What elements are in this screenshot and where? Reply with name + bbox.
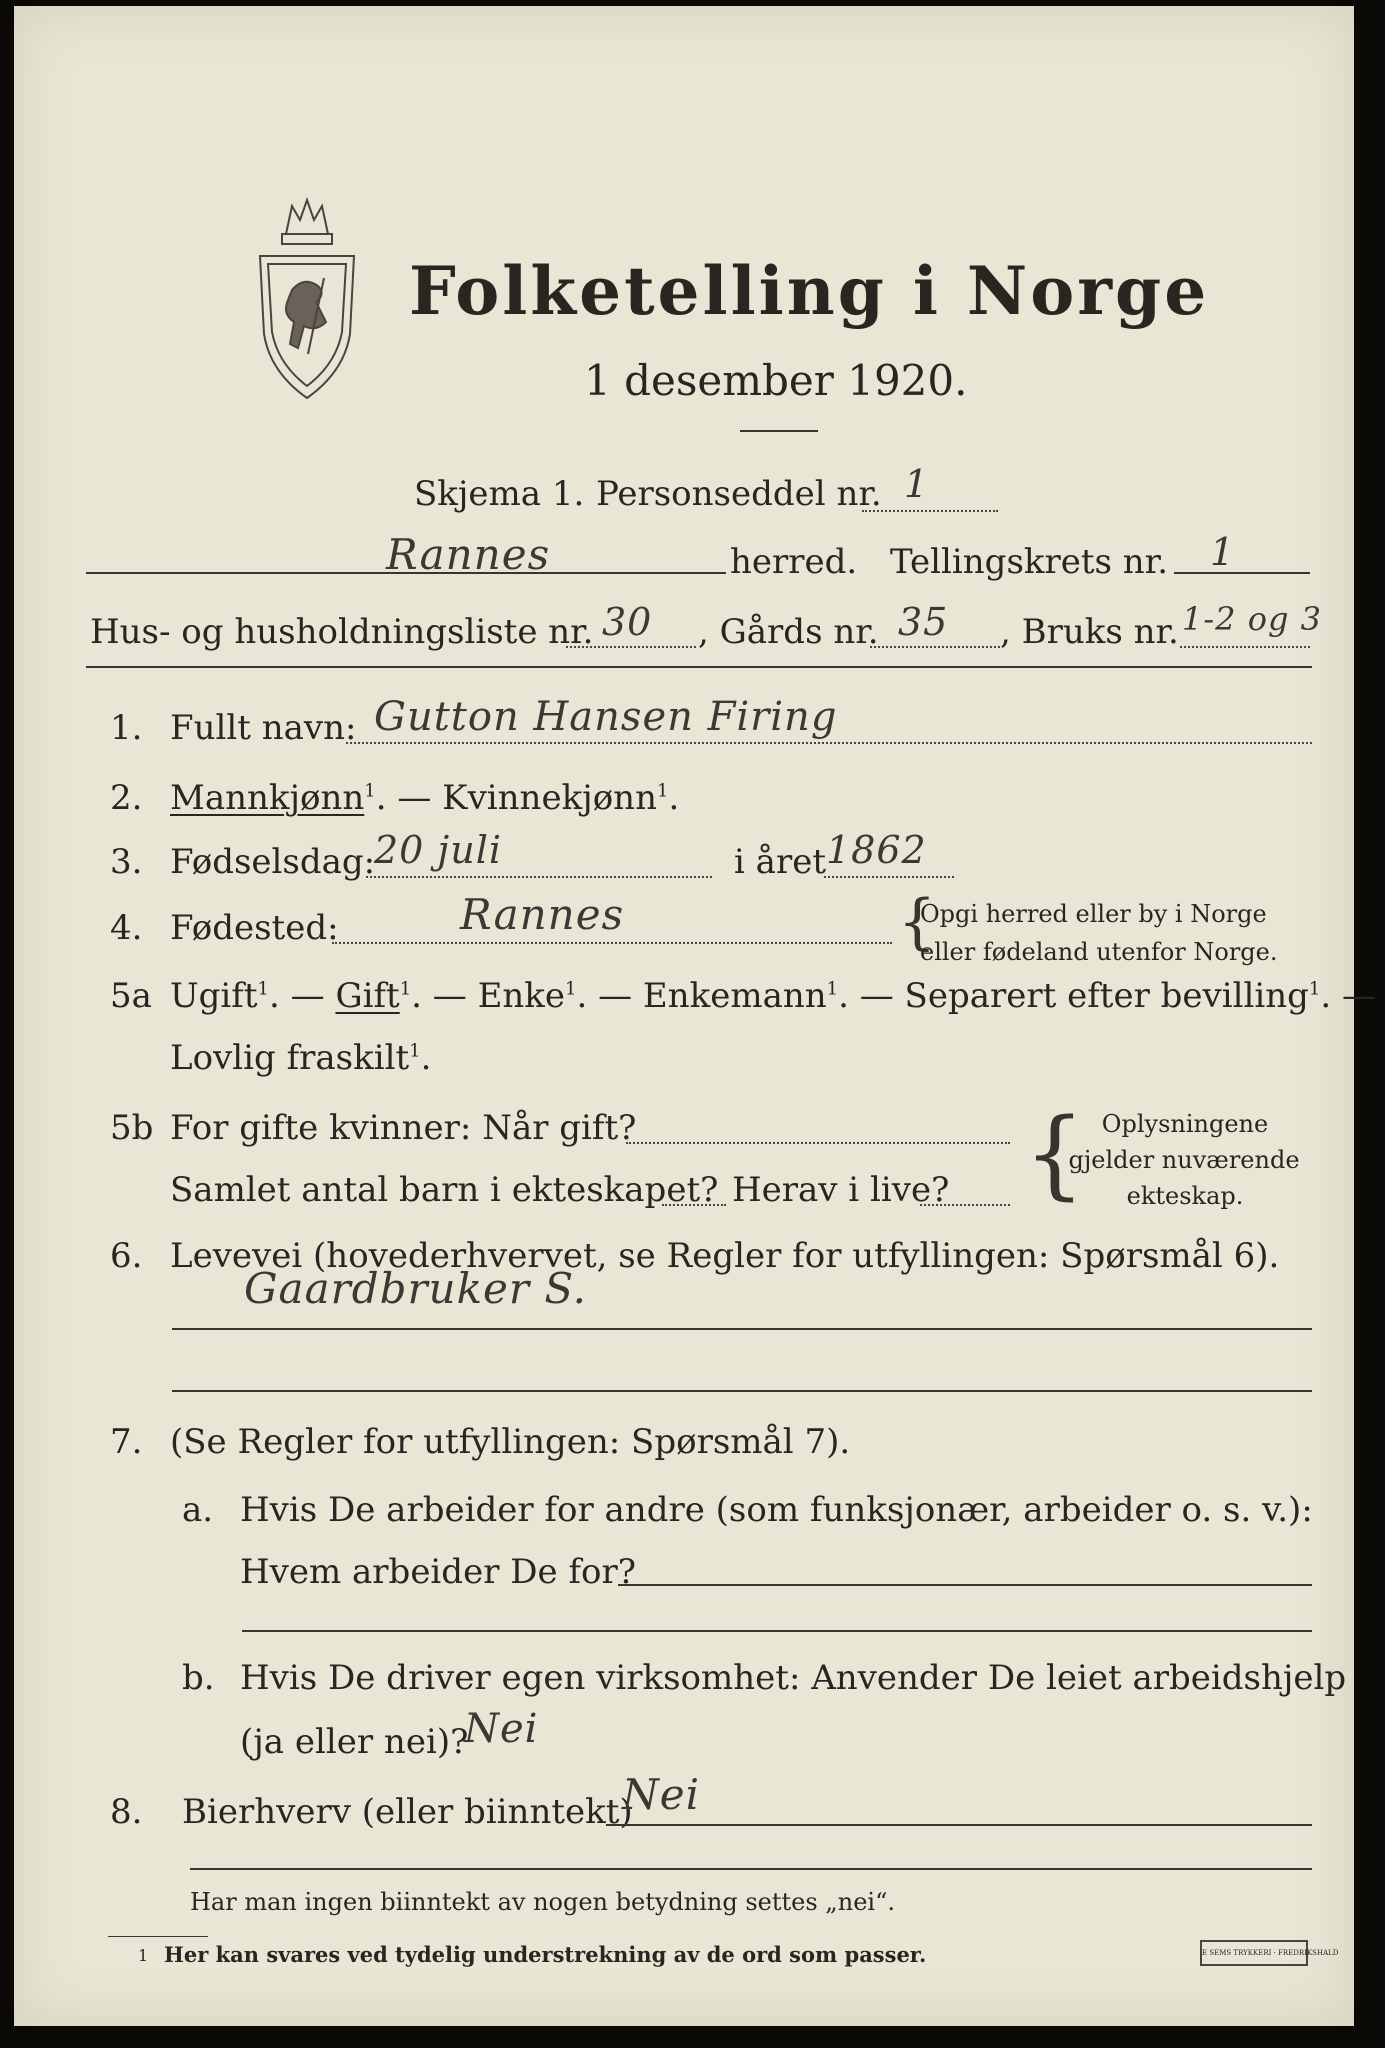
herred-label: herred. (730, 542, 858, 582)
q5a-options: Ugift$^1$. — Gift$^1$. — Enke$^1$. — Enkemann$^1$. — Separert efter bevilling$^1$. — (170, 976, 1376, 1016)
coat-of-arms-icon (246, 194, 368, 404)
footer-note: Har man ingen biinntekt av nogen betydning settes „nei“. (190, 1888, 895, 1916)
q7b-line-2: (ja eller nei)? (240, 1722, 469, 1762)
q6-label: Levevei (hovederhvervet, se Regler for utfyllingen: Spørsmål 6). (170, 1236, 1280, 1276)
footnote-text: Her kan svares ved tydelig understrekning av de ord som passer. (164, 1942, 927, 1967)
footnote-mark: 1 (138, 1946, 149, 1965)
footnote-rule (108, 1936, 208, 1937)
q5a-line-2: Lovlig fraskilt$^1$. (170, 1038, 432, 1078)
q3-year-line (824, 876, 954, 878)
gards-label: , Gårds nr. (698, 612, 879, 652)
q3-year-label: i året (734, 842, 826, 882)
q7a-letter: a. (182, 1490, 214, 1530)
q7a-line-extra (242, 1630, 1312, 1632)
tellingskrets-line (1174, 572, 1310, 574)
q5a-gift-option: Gift (335, 976, 400, 1016)
q5b-line-1: For gifte kvinner: Når gift? (170, 1108, 637, 1148)
q3-line (366, 876, 712, 878)
q5b-brace: { (1024, 1098, 1086, 1210)
q6-line-2 (172, 1390, 1312, 1392)
q4-label: Fødested: (170, 908, 339, 948)
q7-number: 7. (110, 1422, 143, 1462)
personseddel-line (862, 510, 998, 512)
q3-number: 3. (110, 842, 143, 882)
header-divider (86, 666, 1312, 668)
q7b-value: Nei (464, 1706, 539, 1752)
census-date: 1 desember 1920. (584, 356, 968, 405)
q3-label: Fødselsdag: (170, 842, 376, 882)
hus-label: Hus- og husholdningsliste nr. (90, 612, 594, 652)
q8-label: Bierhverv (eller biinntekt) (182, 1792, 633, 1832)
bruks-line (1180, 646, 1310, 648)
q5b-note-2: gjelder nuværende (1068, 1146, 1300, 1174)
q6-number: 6. (110, 1236, 143, 1276)
q1-label: Fullt navn: (170, 708, 357, 748)
q2-options: Mannkjønn$^1$. — Kvinnekjønn$^1$. (170, 778, 680, 818)
q5b-line-2a: Samlet antal barn i ekteskapet? (170, 1170, 719, 1210)
q5b-number: 5b (110, 1108, 154, 1148)
q8-line (606, 1824, 1312, 1826)
q8-value: Nei (622, 1770, 701, 1819)
q8-line-extra (190, 1868, 1312, 1870)
bruks-value: 1-2 og 3 (1182, 600, 1322, 638)
q6-value: Gaardbruker S. (244, 1264, 587, 1313)
personseddel-value: 1 (904, 462, 930, 506)
q7a-employer-line (618, 1584, 1312, 1586)
q1-number: 1. (110, 708, 143, 748)
gards-value: 35 (898, 600, 949, 644)
title-divider (740, 430, 818, 432)
printer-stamp: E SEMS TRYKKERI · FREDRIKSHALD (1200, 1940, 1308, 1966)
q5b-line-2b: Herav i live? (732, 1170, 950, 1210)
q4-note-1: Opgi herred eller by i Norge (920, 900, 1267, 928)
herred-value: Rannes (386, 530, 551, 579)
q3-year-value: 1862 (826, 828, 927, 872)
q3-value: 20 juli (374, 828, 502, 872)
q8-number: 8. (110, 1792, 143, 1832)
personseddel-label: Personseddel nr. (596, 474, 882, 514)
q4-line (332, 942, 892, 944)
q6-line-1 (172, 1328, 1312, 1330)
q1-value: Gutton Hansen Firing (374, 694, 838, 740)
q1-line (346, 742, 1312, 744)
q4-value: Rannes (460, 890, 625, 939)
q5a-number: 5a (110, 976, 152, 1016)
census-form-sheet (14, 6, 1376, 2026)
q4-brace: { (898, 887, 937, 957)
q5b-note-1: Oplysningene (1101, 1110, 1269, 1138)
q5b-alive-line (920, 1204, 1010, 1206)
q7a-line-2: Hvem arbeider De for? (240, 1552, 636, 1592)
q5b-note-3: ekteskap. (1126, 1182, 1244, 1210)
q2-number: 2. (110, 778, 143, 818)
q7b-line-1: Hvis De driver egen virksomhet: Anvender De leiet arbeidshjelp (240, 1658, 1347, 1698)
tellingskrets-value: 1 (1210, 530, 1236, 574)
q5b-married-line (626, 1142, 1010, 1144)
bruks-label: , Bruks nr. (1000, 612, 1179, 652)
schema-label: Skjema 1. (414, 474, 585, 514)
gards-line (870, 646, 1000, 648)
q4-note-2: eller fødeland utenfor Norge. (920, 938, 1278, 966)
q7a-line-1: Hvis De arbeider for andre (som funksjonær, arbeider o. s. v.): (240, 1490, 1313, 1530)
hus-value: 30 (602, 600, 653, 644)
tellingskrets-label: Tellingskrets nr. (890, 542, 1169, 582)
q5b-children-line (662, 1204, 726, 1206)
page-title: Folketelling i Norge (409, 252, 1210, 330)
hus-line (566, 646, 696, 648)
q4-number: 4. (110, 908, 143, 948)
q7b-letter: b. (182, 1658, 215, 1698)
q2-male-option: Mannkjønn (170, 778, 365, 818)
q7-label: (Se Regler for utfyllingen: Spørsmål 7). (170, 1422, 851, 1462)
